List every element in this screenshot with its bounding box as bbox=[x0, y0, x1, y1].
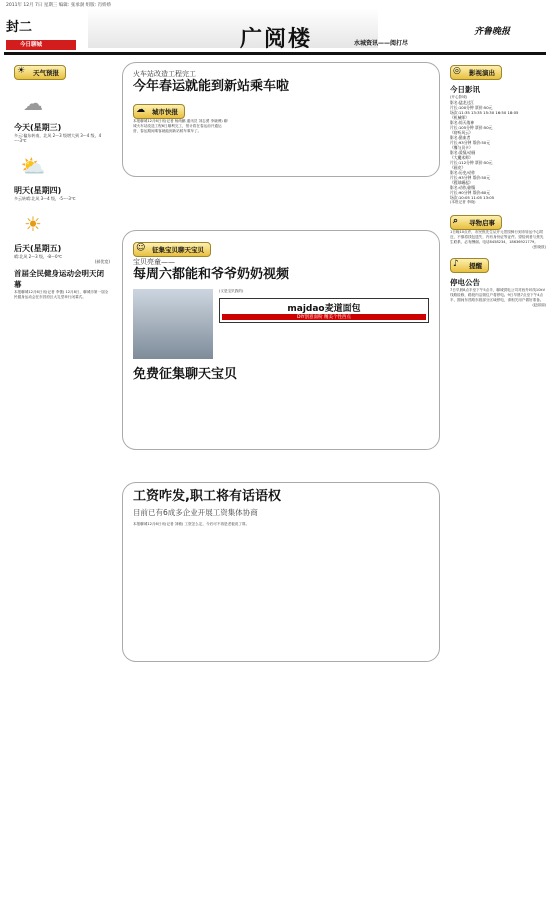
movie-listing-line: 影名:惊天战神 bbox=[450, 120, 475, 125]
lost-note: (张晓波) bbox=[532, 245, 546, 249]
day-forecast: 晴:北风 2～3 级，-8～0℃ bbox=[14, 254, 63, 259]
magnifier-icon: ⌕ bbox=[453, 216, 459, 226]
right-column bbox=[450, 60, 546, 308]
dateline: 2011年 12月 7日 星期三 编辑: 张承澍 组版: 肖娇娇 bbox=[6, 3, 112, 8]
lost-badge: ⌕ 寻物启事 bbox=[450, 215, 502, 230]
movie-listing-line: 场次:10:05 11:05 13:05 bbox=[450, 195, 495, 200]
day-name: 今天(星期三) bbox=[14, 123, 62, 132]
weather-day-2 bbox=[14, 153, 110, 179]
divider bbox=[4, 52, 546, 55]
section-tag: 今日聊城 bbox=[6, 40, 76, 50]
lost-notice-body: 1日晚10点许，市民焦先生从开元景园骑行到市转运中心附近，不慎将钱包遗失，内有身份证等证件。望拾到者与焦先生联系，必有酬谢。电话8458234，18636921779。 bbox=[450, 230, 544, 244]
movie-listings bbox=[450, 100, 546, 200]
article-kicker: 宝贝亮童—— bbox=[133, 258, 175, 266]
sun-icon: ☀ bbox=[24, 212, 42, 236]
ad-brand: majdao麦道面包 bbox=[287, 304, 361, 314]
movie-listing-line: 《猩球崛起》 bbox=[450, 180, 473, 185]
article-body-col3 bbox=[334, 99, 429, 134]
movie-listing-line: 《画皮》 bbox=[450, 165, 466, 170]
article-headline: 今年春运就能到新站乘车啦 bbox=[133, 79, 290, 94]
movie-listing-line: 片长:105分钟 票价:50元 bbox=[450, 125, 493, 130]
sun-icon: ☀ bbox=[17, 66, 26, 76]
baby-promo-badge: ☺ 征集宝贝聊天宝贝 bbox=[133, 242, 211, 257]
article-body: 本报聊城12月6日讯(记者 杨尚鹏 通讯员 刘志勇 李晓博) 聊城火车站改造工程6日顺利完工，预计将在春运前开通运营，春运期间乘客就能到新站候车乘车了。 bbox=[133, 119, 228, 133]
movie-listing-line: 《大魔术师》 bbox=[450, 155, 473, 160]
majdao-ad bbox=[219, 298, 429, 323]
fitness-headline: 首届全民健身运动会明天闭幕 bbox=[14, 269, 104, 289]
article-body: 本报聊城12月6日讯(记者 刘敏) 工资怎么定，今后可不再是老板说了算。 bbox=[133, 522, 250, 526]
movies-title: 今日影讯 bbox=[450, 85, 480, 94]
baby-photo bbox=[133, 289, 213, 359]
movie-listing-line: 影名:猛龙过江 bbox=[450, 100, 475, 105]
movies-note: (本报记者 李晓) bbox=[450, 200, 476, 204]
movies-badge: ◎ 影视演出 bbox=[450, 65, 502, 80]
section-number: 封二 bbox=[6, 20, 33, 35]
page-subtitle: 水城资讯——阅打尽 bbox=[354, 40, 409, 47]
weather-day-1 bbox=[14, 90, 110, 116]
left-column bbox=[14, 60, 110, 300]
day-forecast: 多云:偏东转南，北风 2～3 级增大到 3～4 级，4～-3℃ bbox=[14, 133, 102, 143]
outage-note: (赵丽丽) bbox=[532, 303, 546, 307]
movie-listing-line: 《机械师》 bbox=[450, 115, 469, 120]
baby-icon: ☺ bbox=[136, 243, 146, 253]
cloud-icon: ☁ bbox=[23, 91, 43, 115]
weather-day-3 bbox=[14, 211, 110, 237]
masthead bbox=[4, 2, 546, 54]
movie-listing-line: 片长:93分钟 票价:50元 bbox=[450, 175, 491, 180]
movie-listing-line: 影名:历史/动作 bbox=[450, 170, 476, 175]
weather-badge: ☀ 天气预报 bbox=[14, 65, 66, 80]
movies-subtitle: (开心影城) bbox=[450, 95, 468, 99]
movie-listing-line: 片长:100分钟 票价:50元 bbox=[450, 105, 493, 110]
article-kicker: 火车站改造工程完工 bbox=[133, 70, 196, 78]
article-wages bbox=[122, 482, 440, 662]
newspaper-page bbox=[4, 2, 546, 526]
cloud-icon: ☁ bbox=[136, 105, 145, 115]
movie-listing-line: 片长:90分钟 票价:60元 bbox=[450, 190, 491, 195]
reminder-badge: ♪ 提醒 bbox=[450, 258, 489, 273]
article-baby-video bbox=[122, 230, 440, 450]
movie-listing-line: 片长:93分钟 票价:50元 bbox=[450, 140, 491, 145]
outage-title: 停电公告 bbox=[450, 278, 480, 287]
ad-slogan: DIY创意面粉 精美个性西点 bbox=[222, 314, 426, 320]
article-note: (又是宝贝我的) bbox=[219, 289, 244, 293]
article-subhead: 目前已有6成多企业开展工资集体协商 bbox=[133, 508, 258, 517]
outage-body: 7日早晨8点半至下午5点半，聊城供电公司对西外环线10kV线路检修，路段内沿街住户将停电。9日早晨7点至下午4点半，期间东昌路东段部分区域停电，请相关用户做好准备。 bbox=[450, 288, 546, 302]
movie-listing-line: 场次:11:35 13:35 15:30 16:50 18:05 bbox=[450, 110, 519, 115]
article-body-col2 bbox=[234, 99, 329, 134]
day-forecast: 多云转晴:北风 3～4 级，-5～-3℃ bbox=[14, 196, 76, 201]
movie-listing-line: 片长:112分钟 票价:50元 bbox=[450, 160, 493, 165]
city-news-label: ☁ 城市快报 bbox=[133, 104, 185, 119]
partly-cloudy-icon: ⛅ bbox=[20, 154, 46, 178]
film-reel-icon: ◎ bbox=[453, 66, 461, 76]
day-name: 后天(星期五) bbox=[14, 244, 62, 253]
newspaper-logo: 齐鲁晚报 bbox=[474, 27, 511, 37]
article-headline: 每周六都能和爷爷奶奶视频 bbox=[133, 267, 290, 282]
day-name: 明天(星期四) bbox=[14, 186, 62, 195]
skyline-illustration bbox=[88, 8, 378, 48]
article-headline-2: 免费征集聊天宝贝 bbox=[133, 367, 238, 382]
article-train-station bbox=[122, 62, 440, 177]
movie-listing-line: 《鹰与贝卡》 bbox=[450, 145, 473, 150]
movie-listing-line: 《窃听风云》 bbox=[450, 130, 473, 135]
movie-listing-line: 影名:动作/剧情 bbox=[450, 185, 476, 190]
page-title: 广阅楼 bbox=[240, 26, 313, 52]
fitness-body: 本报聊城12月6日讯(记者 李蕾) 12月8日，聊城市第一届全民健身运动会在东昌府区大礼堂举行闭幕式。 bbox=[14, 290, 109, 299]
movie-listing-line: 影名:猎血者 bbox=[450, 135, 471, 140]
weather-note: (郝优宽) bbox=[94, 259, 110, 264]
article-headline: 工资咋发,职工将有话语权 bbox=[133, 489, 281, 504]
movie-listing-line: 影名:爱情/动画 bbox=[450, 150, 476, 155]
bell-icon: ♪ bbox=[453, 259, 459, 269]
